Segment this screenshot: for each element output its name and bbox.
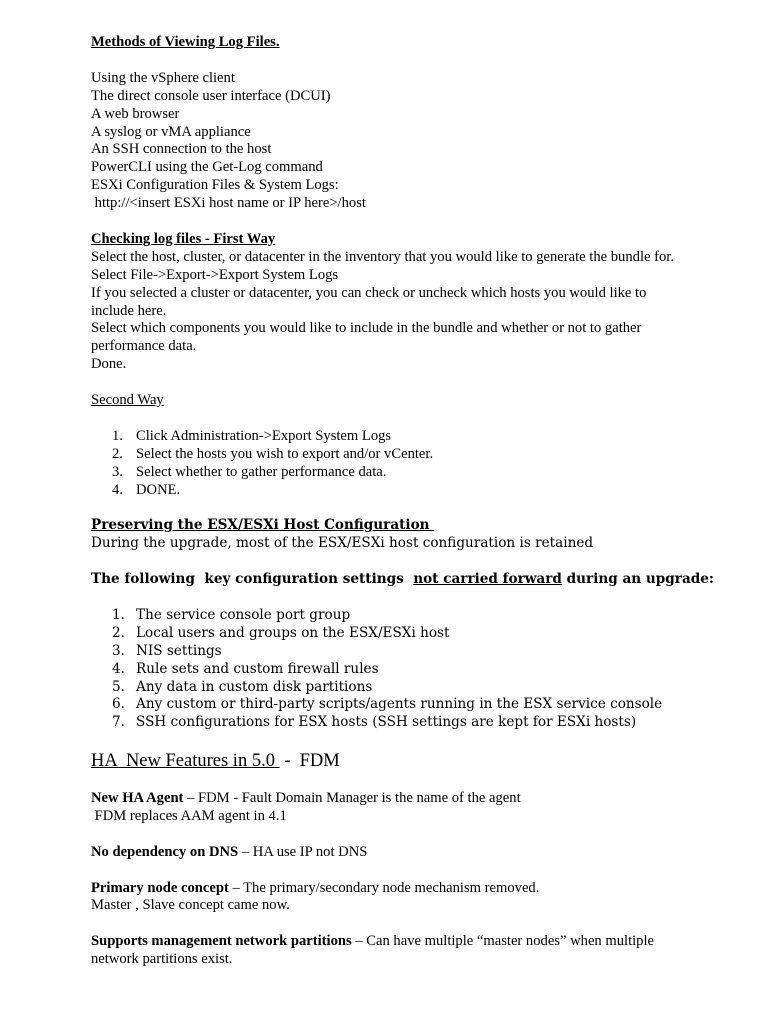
host-url-line: http://<insert ESXi host name or IP here>/host bbox=[91, 195, 366, 212]
feature-term: New HA Agent bbox=[91, 790, 184, 807]
heading-ha-rest: - FDM bbox=[279, 751, 340, 772]
method-line: A web browser bbox=[91, 105, 180, 122]
second-way-list bbox=[91, 428, 691, 500]
feature-line bbox=[91, 933, 691, 969]
paragraph: Select which components you would like to include in the bundle and whether or not to gather performance data. bbox=[91, 320, 642, 355]
list-item-text: Select whether to gather performance data. bbox=[136, 463, 387, 480]
feature-term: No dependency on DNS bbox=[91, 843, 239, 860]
list-item-text: Local users and groups on the ESX/ESXi host bbox=[136, 624, 450, 641]
document-body bbox=[91, 34, 714, 969]
list-number: 2. bbox=[112, 624, 125, 641]
subheading-not-carried-forward bbox=[91, 571, 714, 589]
list-item bbox=[91, 428, 691, 446]
feature-extra: FDM replaces AAM agent in 4.1 bbox=[91, 807, 287, 824]
list-item bbox=[91, 714, 691, 732]
feature-extra: Master , Slave concept came now. bbox=[91, 897, 290, 914]
list-number: 3. bbox=[112, 463, 123, 480]
paragraph: Select the host, cluster, or datacenter in the inventory that you would like to generate the bundle for. bbox=[91, 248, 674, 265]
list-item-text: NIS settings bbox=[136, 642, 222, 659]
list-item bbox=[91, 482, 691, 500]
list-item bbox=[91, 661, 691, 679]
list-number: 1. bbox=[112, 427, 123, 444]
list-item-text: Rule sets and custom firewall rules bbox=[136, 660, 379, 677]
heading-ha-new-features bbox=[91, 750, 691, 772]
method-line: The direct console user interface (DCUI) bbox=[91, 87, 331, 104]
list-number: 5. bbox=[112, 678, 125, 695]
method-line: PowerCLI using the Get-Log command bbox=[91, 159, 323, 176]
paragraph: Done. bbox=[91, 356, 127, 373]
list-item bbox=[91, 446, 691, 464]
feature-line bbox=[91, 880, 691, 898]
feature-text: – FDM - Fault Domain Manager is the name of the agent bbox=[183, 790, 521, 807]
list-number: 6. bbox=[112, 696, 125, 713]
feature-term: Supports management network partitions bbox=[91, 933, 352, 950]
heading-viewing-log-files: Methods of Viewing Log Files. bbox=[91, 34, 280, 50]
method-line: A syslog or vMA appliance bbox=[91, 123, 251, 140]
feature-text: – HA use IP not DNS bbox=[238, 843, 368, 860]
heading-ha-underlined: HA New Features in 5.0 bbox=[91, 751, 280, 772]
list-item-text: The service console port group bbox=[136, 606, 351, 623]
paragraph: If you selected a cluster or datacenter, you can check or uncheck which hosts you would like to include here. bbox=[91, 284, 647, 319]
list-number: 4. bbox=[112, 660, 125, 677]
feature-line bbox=[91, 844, 691, 862]
list-number: 2. bbox=[112, 445, 123, 462]
subheading-pre: The following key configuration settings bbox=[91, 571, 414, 588]
feature-text: – Can have multiple “master nodes” when multiple network partitions exist. bbox=[91, 933, 655, 968]
feature-line bbox=[91, 790, 691, 808]
list-item-text: DONE. bbox=[136, 481, 181, 498]
list-item-text: Click Administration->Export System Logs bbox=[136, 427, 392, 444]
subheading-underlined: not carried forward bbox=[413, 571, 562, 588]
list-item-text: Select the hosts you wish to export and/or vCenter. bbox=[136, 445, 434, 462]
list-item-text: Any data in custom disk partitions bbox=[136, 678, 373, 695]
heading-preserving-config: Preserving the ESX/ESXi Host Configuration bbox=[91, 517, 435, 534]
method-line: An SSH connection to the host bbox=[91, 141, 272, 158]
list-item bbox=[91, 464, 691, 482]
list-number: 1. bbox=[112, 606, 125, 623]
feature-text: – The primary/secondary node mechanism removed. bbox=[228, 879, 540, 896]
heading-second-way: Second Way bbox=[91, 392, 164, 409]
paragraph: Select File->Export->Export System Logs bbox=[91, 266, 339, 283]
list-number: 7. bbox=[112, 714, 125, 731]
list-number: 4. bbox=[112, 481, 123, 498]
list-number: 3. bbox=[112, 642, 125, 659]
list-item bbox=[91, 625, 691, 643]
paragraph: During the upgrade, most of the ESX/ESXi host configuration is retained bbox=[91, 535, 594, 552]
config-settings-list bbox=[91, 607, 691, 732]
list-item bbox=[91, 607, 691, 625]
heading-first-way: Checking log files - First Way bbox=[91, 230, 276, 247]
list-item-text: SSH configurations for ESX hosts (SSH settings are kept for ESXi hosts) bbox=[136, 714, 637, 731]
feature-term: Primary node concept bbox=[91, 879, 229, 896]
subheading-post: during an upgrade: bbox=[561, 571, 714, 588]
list-item-text: Any custom or third-party scripts/agents running in the ESX service console bbox=[136, 696, 663, 713]
method-line: Using the vSphere client bbox=[91, 69, 235, 86]
list-item bbox=[91, 679, 691, 697]
list-item bbox=[91, 643, 691, 661]
method-line: ESXi Configuration Files & System Logs: bbox=[91, 177, 339, 194]
list-item bbox=[91, 696, 691, 714]
